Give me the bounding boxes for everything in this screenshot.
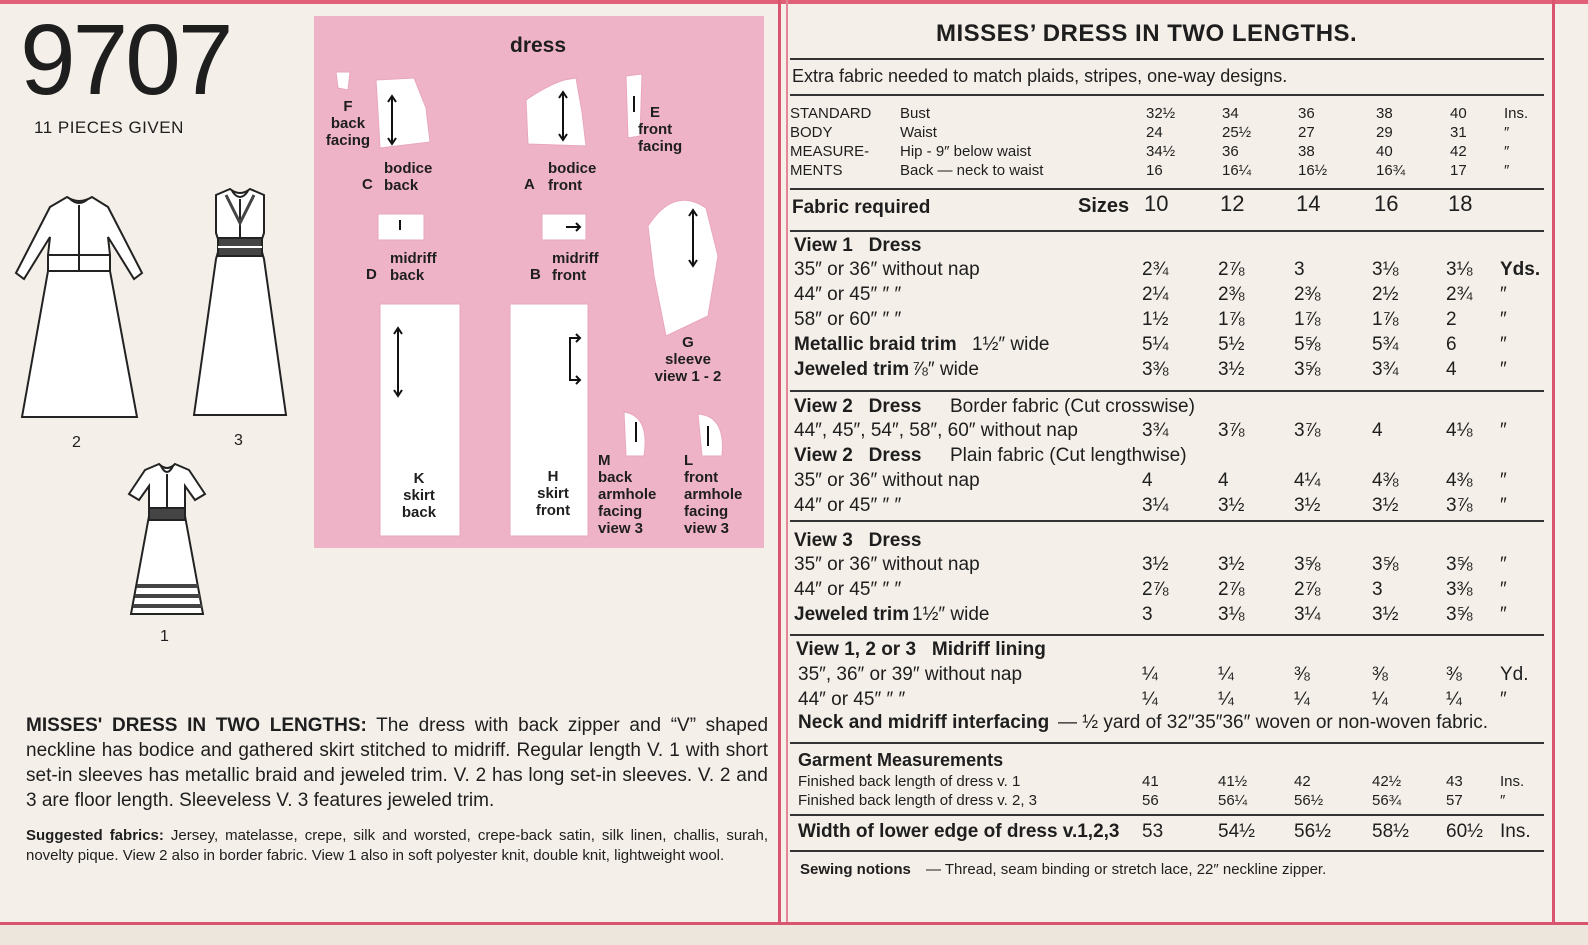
piece-d-label bbox=[362, 250, 452, 284]
column-divider-inner bbox=[786, 0, 788, 922]
std-label-line: STANDARD bbox=[790, 105, 872, 122]
chart-subtitle: Extra fabric needed to match plaids, stripes, one-way designs. bbox=[792, 66, 1288, 86]
piece-g-letter: G bbox=[682, 334, 694, 351]
rule-10 bbox=[790, 850, 1544, 852]
view1-row-value: 2 bbox=[1446, 309, 1457, 330]
garment-row-value: 42½ bbox=[1372, 773, 1402, 790]
width-row-unit: Ins. bbox=[1500, 821, 1531, 842]
view1-row-value: 4 bbox=[1446, 359, 1457, 380]
view-2-number: 2 bbox=[72, 434, 81, 451]
measurement-value: 36 bbox=[1222, 143, 1239, 160]
measurement-value: 40 bbox=[1450, 105, 1467, 122]
measurement-unit: Ins. bbox=[1504, 105, 1529, 122]
view1-row-value: 3 bbox=[1294, 259, 1305, 280]
piece-e-label bbox=[638, 104, 690, 155]
view3-row-label-bold: Jeweled trim bbox=[794, 604, 910, 625]
view1-row-value: 3⅛ bbox=[1372, 259, 1399, 280]
fabric-required-label: Fabric required bbox=[792, 197, 931, 218]
garment-row-value: 56½ bbox=[1294, 792, 1324, 809]
notions-text: — Thread, seam binding or stretch lace, 22″ neckline zipper. bbox=[926, 861, 1327, 878]
pattern-number: 9707 bbox=[20, 4, 231, 116]
view2b-row-unit: ″ bbox=[1500, 470, 1507, 491]
view2a-row-value: 3⅞ bbox=[1218, 420, 1245, 441]
rule-3 bbox=[790, 188, 1544, 190]
view1-row-value: 2⅜ bbox=[1294, 284, 1321, 305]
garment-row-value: 43 bbox=[1446, 773, 1463, 790]
interfacing-label: Neck and midriff interfacing bbox=[798, 712, 1050, 733]
width-row-value: 53 bbox=[1142, 821, 1164, 842]
lining-heading: View 1, 2 or 3 Midriff lining bbox=[796, 639, 1046, 660]
view1-row-value: 5½ bbox=[1218, 334, 1245, 355]
piece-l-name: front armhole facing view 3 bbox=[684, 469, 743, 537]
size-header: 10 bbox=[1144, 191, 1169, 216]
view1-row-value: 2¾ bbox=[1142, 259, 1169, 280]
view-2-sketch bbox=[12, 185, 147, 425]
piece-k-name: skirt back bbox=[401, 487, 437, 521]
piece-a-label bbox=[524, 160, 614, 194]
measurement-label: Hip - 9″ below waist bbox=[900, 143, 1032, 160]
notions-label: Sewing notions bbox=[800, 861, 911, 878]
measurement-unit: ″ bbox=[1504, 162, 1510, 179]
sizes-label: Sizes bbox=[1078, 195, 1130, 217]
view1-row-value: 5⅝ bbox=[1294, 334, 1321, 355]
piece-m-letter: M bbox=[598, 452, 611, 469]
piece-b-letter: B bbox=[530, 266, 541, 283]
measurement-value: 36 bbox=[1298, 105, 1315, 122]
bottom-margin bbox=[0, 925, 1588, 945]
view1-row-value: 5¾ bbox=[1372, 334, 1399, 355]
view2a-row-unit: ″ bbox=[1500, 420, 1507, 441]
view1-row-unit: Yds. bbox=[1500, 259, 1541, 280]
view1-row-value: 3¾ bbox=[1372, 359, 1399, 380]
view1-row-value: 1½ bbox=[1142, 309, 1169, 330]
interfacing-text: — ½ yard of 32″35″36″ woven or non-woven fabric. bbox=[1058, 712, 1488, 733]
view3-heading: View 3 Dress bbox=[794, 530, 922, 551]
view1-row-value: 1⅞ bbox=[1218, 309, 1245, 330]
std-label-line: BODY bbox=[790, 124, 833, 141]
view2b-row-value: 3½ bbox=[1294, 495, 1321, 516]
view2b-row-value: 3⅞ bbox=[1446, 495, 1473, 516]
lining-row-value: ¼ bbox=[1294, 689, 1310, 710]
piece-k-label bbox=[384, 470, 454, 521]
view1-row-value: 2½ bbox=[1372, 284, 1399, 305]
view1-row-value: 5¼ bbox=[1142, 334, 1169, 355]
view1-row-value: 2⅜ bbox=[1218, 284, 1245, 305]
view3-row-value: 3 bbox=[1142, 604, 1153, 625]
view1-row-value: 2¾ bbox=[1446, 284, 1473, 305]
view1-row-label-bold: Jeweled trim bbox=[794, 359, 910, 380]
piece-b-label bbox=[530, 250, 620, 284]
measurement-value: 17 bbox=[1450, 162, 1467, 179]
view2b-heading-rest: Plain fabric (Cut lengthwise) bbox=[950, 445, 1187, 466]
view3-row-label: 35″ or 36″ without nap bbox=[794, 554, 980, 575]
size-header: 14 bbox=[1296, 191, 1321, 216]
measurement-value: 16¼ bbox=[1222, 162, 1252, 179]
view3-row-unit: ″ bbox=[1500, 554, 1507, 575]
measurement-value: 16¾ bbox=[1376, 162, 1406, 179]
piece-m-label bbox=[598, 452, 664, 537]
view1-row-label-bold: Metallic braid trim bbox=[794, 334, 957, 355]
column-divider bbox=[778, 0, 781, 922]
view1-row-label: ⅞″ wide bbox=[912, 359, 979, 380]
lining-row-value: ¼ bbox=[1446, 689, 1462, 710]
measurement-value: 38 bbox=[1298, 143, 1315, 160]
lining-row-unit: Yd. bbox=[1500, 664, 1529, 685]
measurement-value: 25½ bbox=[1222, 124, 1252, 141]
measurement-value: 32½ bbox=[1146, 105, 1176, 122]
fabrics-body: Jersey, matelasse, crepe, silk and worsted, crepe-back satin, silk linen, challis, surah, novelty pique. View 2 also in border fabric. View 1 also in soft polyester knit, double knit, lightweight wool. bbox=[26, 827, 769, 864]
view3-row-value: 3½ bbox=[1372, 604, 1399, 625]
garment-row-unit: Ins. bbox=[1500, 773, 1525, 790]
piece-g-name: sleeve view 1 - 2 bbox=[654, 351, 722, 385]
rule-1 bbox=[790, 58, 1544, 60]
lining-row-value: ¼ bbox=[1218, 689, 1234, 710]
lining-row-value: ⅜ bbox=[1294, 664, 1310, 685]
garment-row-value: 42 bbox=[1294, 773, 1311, 790]
view3-row-value: 2⅞ bbox=[1218, 579, 1245, 600]
chart-title: MISSES’ DRESS IN TWO LENGTHS. bbox=[936, 20, 1358, 47]
view1-row-value: 6 bbox=[1446, 334, 1457, 355]
piece-h-label bbox=[518, 468, 588, 519]
view1-row-value: 3⅜ bbox=[1142, 359, 1169, 380]
lining-row-value: ⅜ bbox=[1372, 664, 1388, 685]
measurement-value: 38 bbox=[1376, 105, 1393, 122]
piece-d-name: midriff back bbox=[390, 250, 437, 284]
pattern-chart-title: dress bbox=[510, 34, 567, 57]
view3-row-unit: ″ bbox=[1500, 604, 1507, 625]
garment-row-value: 41 bbox=[1142, 773, 1159, 790]
measurement-value: 16 bbox=[1146, 162, 1163, 179]
lining-row-value: ⅜ bbox=[1446, 664, 1462, 685]
view1-row-label: 1½″ wide bbox=[972, 334, 1050, 355]
fabrics-title: Suggested fabrics: bbox=[26, 827, 164, 844]
garment-row-value: 56 bbox=[1142, 792, 1159, 809]
piece-c-letter: C bbox=[362, 176, 373, 193]
view3-row-unit: ″ bbox=[1500, 579, 1507, 600]
width-row-value: 60½ bbox=[1446, 821, 1483, 842]
view2a-heading: View 2 Dress bbox=[794, 396, 922, 417]
lining-row-label: 35″, 36″ or 39″ without nap bbox=[798, 664, 1023, 685]
rule-7 bbox=[790, 634, 1544, 636]
view2b-row-value: 4 bbox=[1218, 470, 1229, 491]
right-border bbox=[1552, 0, 1555, 925]
view2a-row-value: 3¾ bbox=[1142, 420, 1169, 441]
rule-8 bbox=[790, 742, 1544, 744]
rule-4 bbox=[790, 230, 1544, 232]
view3-row-value: 3⅝ bbox=[1446, 604, 1473, 625]
measurement-label: Back — neck to waist bbox=[900, 162, 1044, 179]
rule-6 bbox=[790, 520, 1544, 522]
view-1-sketch bbox=[125, 460, 210, 620]
view3-row-value: 3⅜ bbox=[1446, 579, 1473, 600]
view1-heading: View 1 Dress bbox=[794, 235, 922, 256]
measurement-value: 34½ bbox=[1146, 143, 1176, 160]
piece-d-letter: D bbox=[366, 266, 377, 283]
garment-row-value: 41½ bbox=[1218, 773, 1248, 790]
width-row-label: Width of lower edge of dress v.1,2,3 bbox=[798, 821, 1120, 842]
view3-row-value: 3½ bbox=[1142, 554, 1169, 575]
size-header: 16 bbox=[1374, 191, 1399, 216]
view2a-row-value: 3⅞ bbox=[1294, 420, 1321, 441]
view2b-row-value: 4¼ bbox=[1294, 470, 1321, 491]
view1-row-unit: ″ bbox=[1500, 334, 1507, 355]
piece-h-letter: H bbox=[547, 468, 559, 485]
measurement-label: Waist bbox=[900, 124, 937, 141]
pattern-pieces-chart bbox=[314, 16, 764, 548]
view2b-row-value: 3¼ bbox=[1142, 495, 1169, 516]
view3-row-value: 3⅝ bbox=[1294, 554, 1321, 575]
view1-row-unit: ″ bbox=[1500, 284, 1507, 305]
garment-row-value: 56¼ bbox=[1218, 792, 1248, 809]
garment-row-value: 57 bbox=[1446, 792, 1463, 809]
piece-l-letter: L bbox=[684, 452, 694, 469]
lining-row-value: ¼ bbox=[1218, 664, 1234, 685]
view2b-heading: View 2 Dress bbox=[794, 445, 922, 466]
std-label-line: MENTS bbox=[790, 162, 843, 179]
lining-row-unit: ″ bbox=[1500, 689, 1507, 710]
description-title: MISSES' DRESS IN TWO LENGTHS: bbox=[26, 715, 367, 736]
piece-b-name: midriff front bbox=[552, 250, 599, 284]
piece-l-label bbox=[684, 452, 750, 537]
view2b-row-value: 4 bbox=[1142, 470, 1153, 491]
view3-row-value: 3¼ bbox=[1294, 604, 1321, 625]
view2b-row-label: 35″ or 36″ without nap bbox=[794, 470, 980, 491]
view2b-row-value: 4⅜ bbox=[1446, 470, 1473, 491]
measurement-value: 31 bbox=[1450, 124, 1467, 141]
measurement-value: 34 bbox=[1222, 105, 1239, 122]
view2b-row-unit: ″ bbox=[1500, 495, 1507, 516]
view3-row-value: 3⅝ bbox=[1372, 554, 1399, 575]
measurement-unit: ″ bbox=[1504, 143, 1510, 160]
lining-row-label: 44″ or 45″ ″ ″ bbox=[798, 689, 906, 710]
piece-e-letter: E bbox=[650, 104, 661, 121]
piece-c-name: bodice back bbox=[384, 160, 433, 194]
garment-row-label: Finished back length of dress v. 2, 3 bbox=[798, 792, 1038, 809]
size-header: 12 bbox=[1220, 191, 1245, 216]
piece-k-letter: K bbox=[413, 470, 425, 487]
view2a-row-value: 4⅛ bbox=[1446, 420, 1473, 441]
view1-row-value: 3⅛ bbox=[1446, 259, 1473, 280]
view1-row-value: 3⅝ bbox=[1294, 359, 1321, 380]
view1-row-label: 44″ or 45″ ″ ″ bbox=[794, 284, 902, 305]
std-label-line: MEASURE- bbox=[790, 143, 870, 160]
rule-9 bbox=[790, 814, 1544, 816]
piece-m-name: back armhole facing view 3 bbox=[598, 469, 657, 537]
piece-c-label bbox=[362, 160, 452, 194]
piece-a-letter: A bbox=[524, 176, 535, 193]
garment-heading: Garment Measurements bbox=[798, 750, 1004, 770]
garment-row-label: Finished back length of dress v. 1 bbox=[798, 773, 1021, 790]
view1-row-unit: ″ bbox=[1500, 359, 1507, 380]
view2a-row-label: 44″, 45″, 54″, 58″, 60″ without nap bbox=[794, 420, 1078, 441]
piece-f-label bbox=[322, 98, 374, 149]
view3-row-value: 3½ bbox=[1218, 554, 1245, 575]
measurement-value: 40 bbox=[1376, 143, 1393, 160]
view2b-row-value: 4⅜ bbox=[1372, 470, 1399, 491]
view3-row-label: 44″ or 45″ ″ ″ bbox=[794, 579, 902, 600]
view1-row-label: 58″ or 60″ ″ ″ bbox=[794, 309, 902, 330]
rule-5 bbox=[790, 390, 1544, 392]
view1-row-value: 3½ bbox=[1218, 359, 1245, 380]
piece-a-name: bodice front bbox=[548, 160, 597, 194]
piece-g-label bbox=[648, 334, 728, 385]
lining-row-value: ¼ bbox=[1142, 664, 1158, 685]
measurement-value: 27 bbox=[1298, 124, 1315, 141]
measurement-value: 29 bbox=[1376, 124, 1393, 141]
description-body: The dress with back zipper and “V” shaped neckline has bodice and gathered skirt stitched to midriff. Regular length V. 1 with short set-in sleeves has metallic braid and jeweled trim. V. 2 has long set-in sleeves. V. 2 and 3 are floor length. Sleeveless V. 3 features jeweled trim. bbox=[26, 715, 769, 811]
measurement-label: Bust bbox=[900, 105, 931, 122]
view1-row-value: 2¼ bbox=[1142, 284, 1169, 305]
view-3-number: 3 bbox=[234, 432, 243, 449]
piece-f-letter: F bbox=[343, 98, 353, 115]
view3-row-label: 1½″ wide bbox=[912, 604, 990, 625]
view2b-row-value: 3½ bbox=[1218, 495, 1245, 516]
measurement-unit: ″ bbox=[1504, 124, 1510, 141]
view3-row-value: 2⅞ bbox=[1142, 579, 1169, 600]
lining-row-value: ¼ bbox=[1142, 689, 1158, 710]
top-border bbox=[0, 0, 1588, 4]
measurement-value: 16½ bbox=[1298, 162, 1328, 179]
view3-row-value: 3⅛ bbox=[1218, 604, 1245, 625]
view1-row-label: 35″ or 36″ without nap bbox=[794, 259, 980, 280]
view1-row-value: 2⅞ bbox=[1218, 259, 1245, 280]
dress-description bbox=[26, 713, 768, 813]
measurement-value: 42 bbox=[1450, 143, 1467, 160]
width-row-value: 56½ bbox=[1294, 821, 1331, 842]
view2b-row-label: 44″ or 45″ ″ ″ bbox=[794, 495, 902, 516]
view3-row-value: 3⅝ bbox=[1446, 554, 1473, 575]
view-3-sketch bbox=[190, 183, 290, 428]
view3-row-value: 3 bbox=[1372, 579, 1383, 600]
rule-2 bbox=[790, 94, 1544, 96]
piece-h-name: skirt front bbox=[535, 485, 571, 519]
garment-row-unit: ″ bbox=[1500, 792, 1506, 809]
view-1-number: 1 bbox=[160, 628, 169, 645]
view2a-row-value: 4 bbox=[1372, 420, 1383, 441]
view1-row-value: 1⅞ bbox=[1372, 309, 1399, 330]
view3-row-value: 2⅞ bbox=[1294, 579, 1321, 600]
lining-row-value: ¼ bbox=[1372, 689, 1388, 710]
measurement-value: 24 bbox=[1146, 124, 1163, 141]
width-row-value: 54½ bbox=[1218, 821, 1255, 842]
view2b-row-value: 3½ bbox=[1372, 495, 1399, 516]
view1-row-value: 1⅞ bbox=[1294, 309, 1321, 330]
view1-row-unit: ″ bbox=[1500, 309, 1507, 330]
piece-f-name: back facing bbox=[325, 115, 371, 149]
size-header: 18 bbox=[1448, 191, 1473, 216]
pieces-given: 11 PIECES GIVEN bbox=[34, 118, 184, 137]
suggested-fabrics bbox=[26, 826, 768, 866]
view2a-heading-rest: Border fabric (Cut crosswise) bbox=[950, 396, 1195, 417]
width-row-value: 58½ bbox=[1372, 821, 1409, 842]
piece-e-name: front facing bbox=[638, 121, 683, 155]
garment-row-value: 56¾ bbox=[1372, 792, 1402, 809]
